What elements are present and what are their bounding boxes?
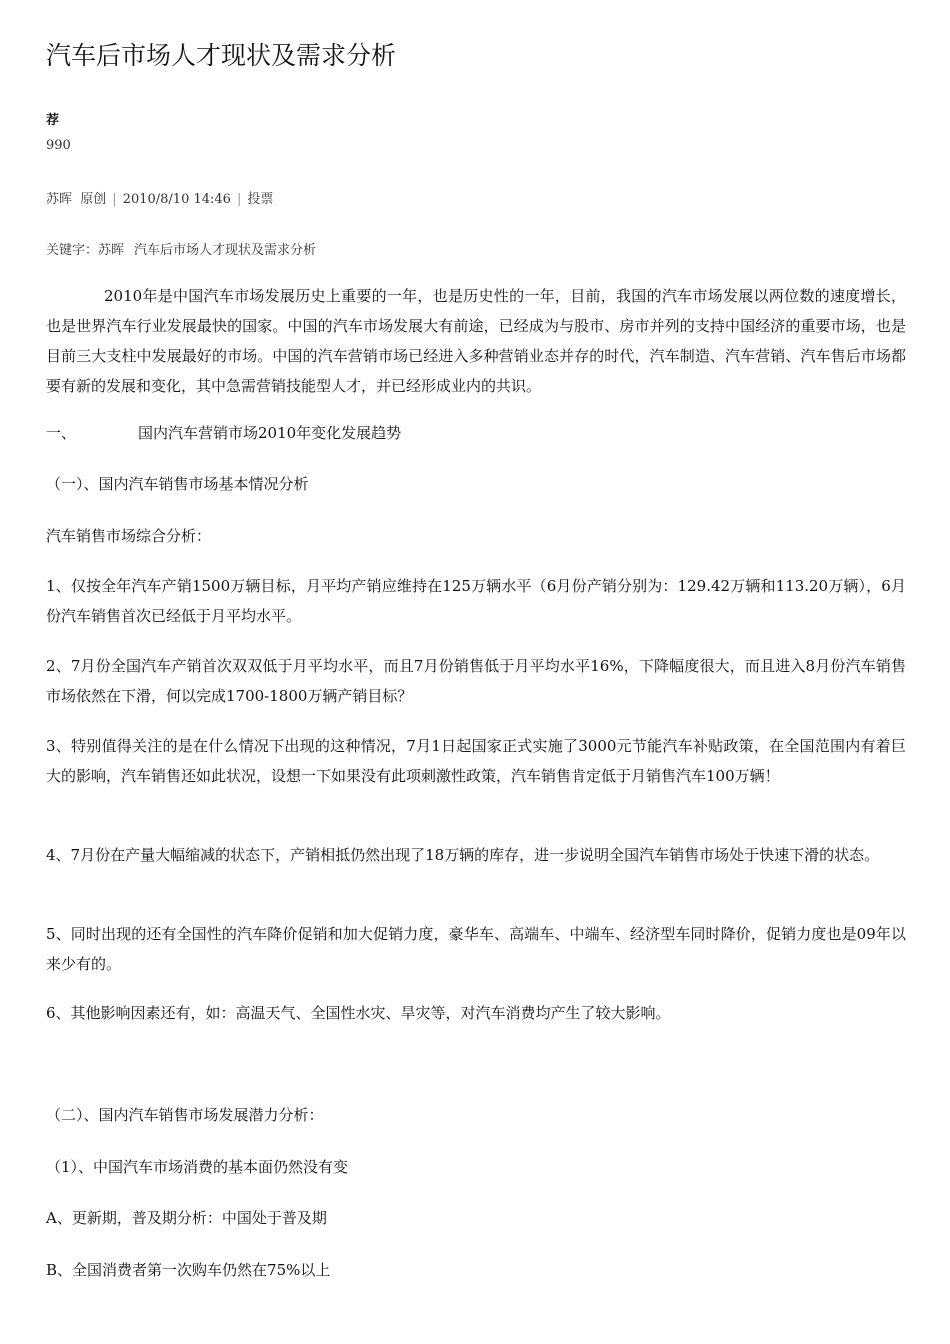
recommend-count: 990 [46, 138, 71, 153]
subsection-heading: （二）、国内汽车销售市场发展潜力分析： [46, 1106, 324, 1124]
section-heading [46, 418, 906, 448]
overview-label: 汽车销售市场综合分析： [46, 527, 212, 545]
subsection-heading: （一）、国内汽车销售市场基本情况分析 [46, 475, 309, 493]
list-item: B、全国消费者第一次购车仍然在75%以上 [46, 1261, 331, 1279]
point-paragraph: 4、7月份在产量大幅缩减的状态下，产销相抵仍然出现了18万辆的库存，进一步说明全国汽车销售市场处于快速下滑的状态。 [46, 846, 880, 864]
recommend-label[interactable]: 荐 [46, 113, 60, 128]
point-paragraph: 1、仅按全年汽车产销1500万辆目标，月平均产销应维持在125万辆水平（6月份产销分别为：129.42万辆和113.20万辆），6月份汽车销售首次已经低于月平均水平。 [46, 577, 906, 625]
list-item: A、更新期，普及期分析：中国处于普及期 [46, 1209, 327, 1227]
article-title: 汽车后市场人才现状及需求分析 [46, 41, 397, 70]
intro-paragraph: 2010年是中国汽车市场发展历史上重要的一年，也是历史性的一年，目前，我国的汽车市场发展以两位数的速度增长，也是世界汽车行业发展最快的国家。中国的汽车市场发展大有前途，已经成为与股市、房市并列的支持中国经济的重要市场，也是目前三大支柱中发展最好的市场。中国的汽车营销市场已经进入多种营销业态并存的时代，汽车制造、汽车营销、汽车售后市场都要有新的发展和变化，其中急需营销技能型人才，并已经形成业内的共识。 [46, 287, 906, 395]
point-paragraph: 5、同时出现的还有全国性的汽车降价促销和加大促销力度，豪华车、高端车、中端车、经济型车同时降价，促销力度也是09年以来少有的。 [46, 925, 906, 973]
keywords [46, 239, 316, 258]
meta-separator: | [236, 192, 242, 207]
subsection-heading: （1）、中国汽车市场消费的基本面仍然没有变 [46, 1158, 349, 1176]
publish-datetime: 2010/8/10 14:46 [122, 192, 231, 207]
point-paragraph: 2、7月份全国汽车产销首次双双低于月平均水平，而且7月份销售低于月平均水平16%，下降幅度很大，而且进入8月份汽车销售市场依然在下滑，何以完成1700-1800万辆产销目标？ [46, 657, 906, 705]
article-type: 原创 [80, 192, 107, 207]
section-title: 国内汽车营销市场2010年变化发展趋势 [138, 424, 402, 442]
point-paragraph: 3、特别值得关注的是在什么情况下出现的这种情况，7月1日起国家正式实施了3000元节能汽车补贴政策，在全国范围内有着巨大的影响，汽车销售还如此状况，设想一下如果没有此项刺激性政策，汽车销售肯定低于月销售汽车100万辆！ [46, 737, 906, 785]
keyword-link[interactable]: 汽车后市场人才现状及需求分析 [134, 243, 317, 258]
author-name[interactable]: 苏晖 [46, 192, 73, 207]
meta-separator: | [112, 192, 117, 207]
vote-link[interactable]: 投票 [247, 192, 274, 207]
article-meta [46, 188, 273, 207]
section-number: 一、 [46, 424, 77, 442]
keywords-label: 关键字：苏晖 [46, 243, 125, 258]
point-paragraph: 6、其他影响因素还有，如：高温天气、全国性水灾、旱灾等，对汽车消费均产生了较大影响。 [46, 1004, 671, 1022]
